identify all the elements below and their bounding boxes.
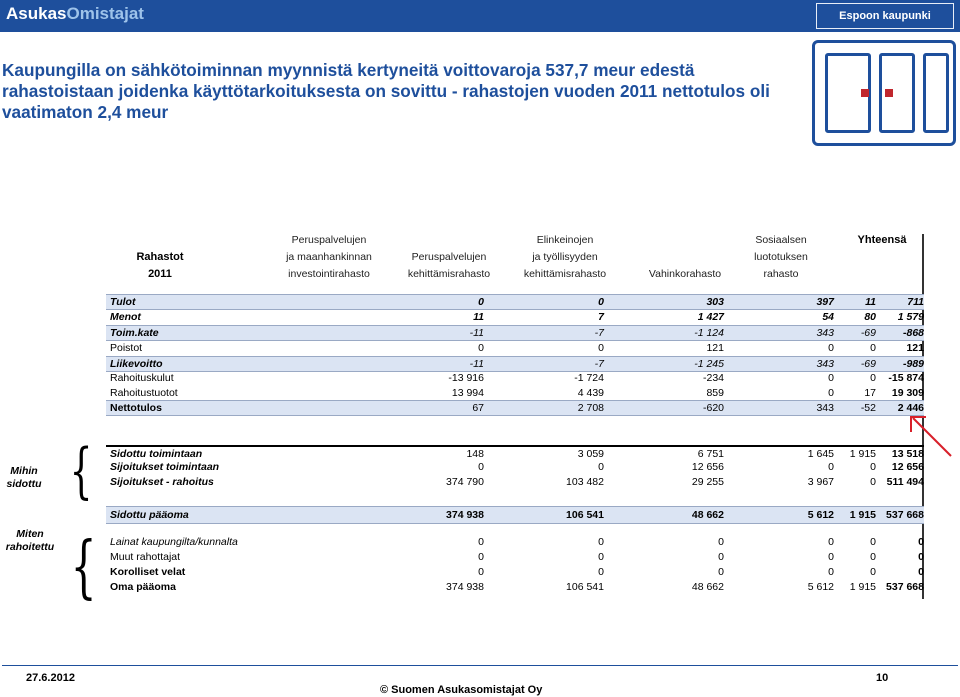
table-row-total: Sidottu pääoma 374 938 106 541 48 662 5 612 1 915 537 668 [106,506,924,524]
column-header: Vahinkorahasto [648,268,722,280]
footer-copyright: © Suomen Asukasomistajat Oy [380,684,543,696]
table-row: Rahoituskulut -13 916 -1 724 -234 0 0 -15 874 [110,372,924,384]
column-header: Elinkeinojen ja työllisyyden kehittämisrahasto [523,234,607,280]
table-row: Rahoitustuotot 13 994 4 439 859 0 17 19 309 [110,387,924,399]
side-label-miten: Miten rahoitettu [5,528,55,553]
table-row: Tulot 0 0 303 397 11 711 [106,294,924,310]
table-row: Sijoitukset toimintaan 0 0 12 656 0 0 12 656 [110,461,924,473]
table-row: Sidottu toimintaan 148 3 059 6 751 1 645 1 915 13 518 [106,445,924,461]
table-row: Sijoitukset - rahoitus 374 790 103 482 29 255 3 967 0 511 494 [110,476,924,488]
arrow-icon [905,412,955,460]
total-column-header: Yhteensä [857,234,907,246]
side-label-mihin: Mihin sidottu [6,465,42,490]
brand-logo: AsukasOmistajat [6,4,144,23]
table-row: Oma pääoma 374 938 106 541 48 662 5 612 1 915 537 668 [110,581,924,593]
table-row: Liikevoitto -11 -7 -1 245 343 -69 -989 [106,356,924,372]
brace-icon: { [70,528,97,607]
footer-divider [2,665,958,666]
slide-title: Kaupungilla on sähkötoiminnan myynnistä kertyneitä voittovaroja 537,7 meur edestä rahastoistaan joidenka käyttötarkoituksesta on sovittu - rahastojen vuoden 2011 nettotulos oli vaatimaton 2,4 meur [2,60,770,122]
column-header: Peruspalvelujen kehittämisrahasto [407,251,491,280]
organization-logo [812,40,956,146]
column-header: Sosiaalsen luototuksen rahasto [754,234,808,280]
column-header: Peruspalvelujen ja maanhankinnan investointirahasto [286,234,372,280]
city-label: Espoon kaupunki [816,3,954,29]
top-bar [0,0,960,32]
table-row: Lainat kaupungilta/kunnalta 0 0 0 0 0 0 [110,536,924,548]
footer-date: 27.6.2012 [26,672,75,684]
table-row: Korolliset velat 0 0 0 0 0 0 [110,566,924,578]
table-corner-label: Rahastot 2011 [136,251,184,280]
table-row: Poistot 0 0 121 0 0 121 [110,342,924,354]
table-row: Muut rahottajat 0 0 0 0 0 0 [110,551,924,563]
brace-icon: { [69,436,93,506]
table-row: Menot 11 7 1 427 54 80 1 579 [110,311,924,323]
table-row: Nettotulos 67 2 708 -620 343 -52 2 446 [106,400,924,416]
table-row: Toim.kate -11 -7 -1 124 343 -69 -868 [106,325,924,341]
page-number: 10 [876,672,889,684]
